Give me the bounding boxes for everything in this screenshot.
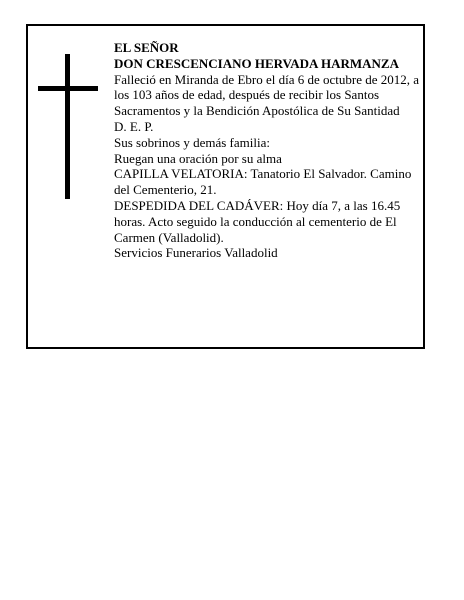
cross-vertical-bar	[65, 54, 70, 199]
rip-line: D. E. P.	[114, 118, 154, 134]
deceased-name: DON CRESCENCIANO HERVADA HARMANZA	[114, 55, 399, 71]
family-line: Sus sobrinos y demás familia:	[114, 134, 270, 150]
notice-title: EL SEÑOR	[114, 40, 179, 55]
prayer-request: Ruegan una oración por su alma	[114, 150, 282, 166]
wake-chapel: CAPILLA VELATORIA: Tanatorio El Salvador. Camino del Cementerio, 21.	[114, 166, 412, 198]
obituary-notice	[26, 24, 425, 349]
death-details: Falleció en Miranda de Ebro el día 6 de octubre de 2012, a los 103 años de edad, después de recibir los Santos Sacramentos y la Bendición Apostólica de Su Santidad	[114, 71, 420, 119]
funeral-services: Servicios Funerarios Valladolid	[114, 245, 278, 261]
notice-text	[114, 40, 420, 261]
funeral-departure: DESPEDIDA DEL CADÁVER: Hoy día 7, a las 16.45 horas. Acto seguido la conducción al cementerio de El Carmen (Valladolid).	[114, 197, 401, 245]
cross-icon	[38, 54, 98, 199]
cross-horizontal-bar	[38, 86, 98, 91]
